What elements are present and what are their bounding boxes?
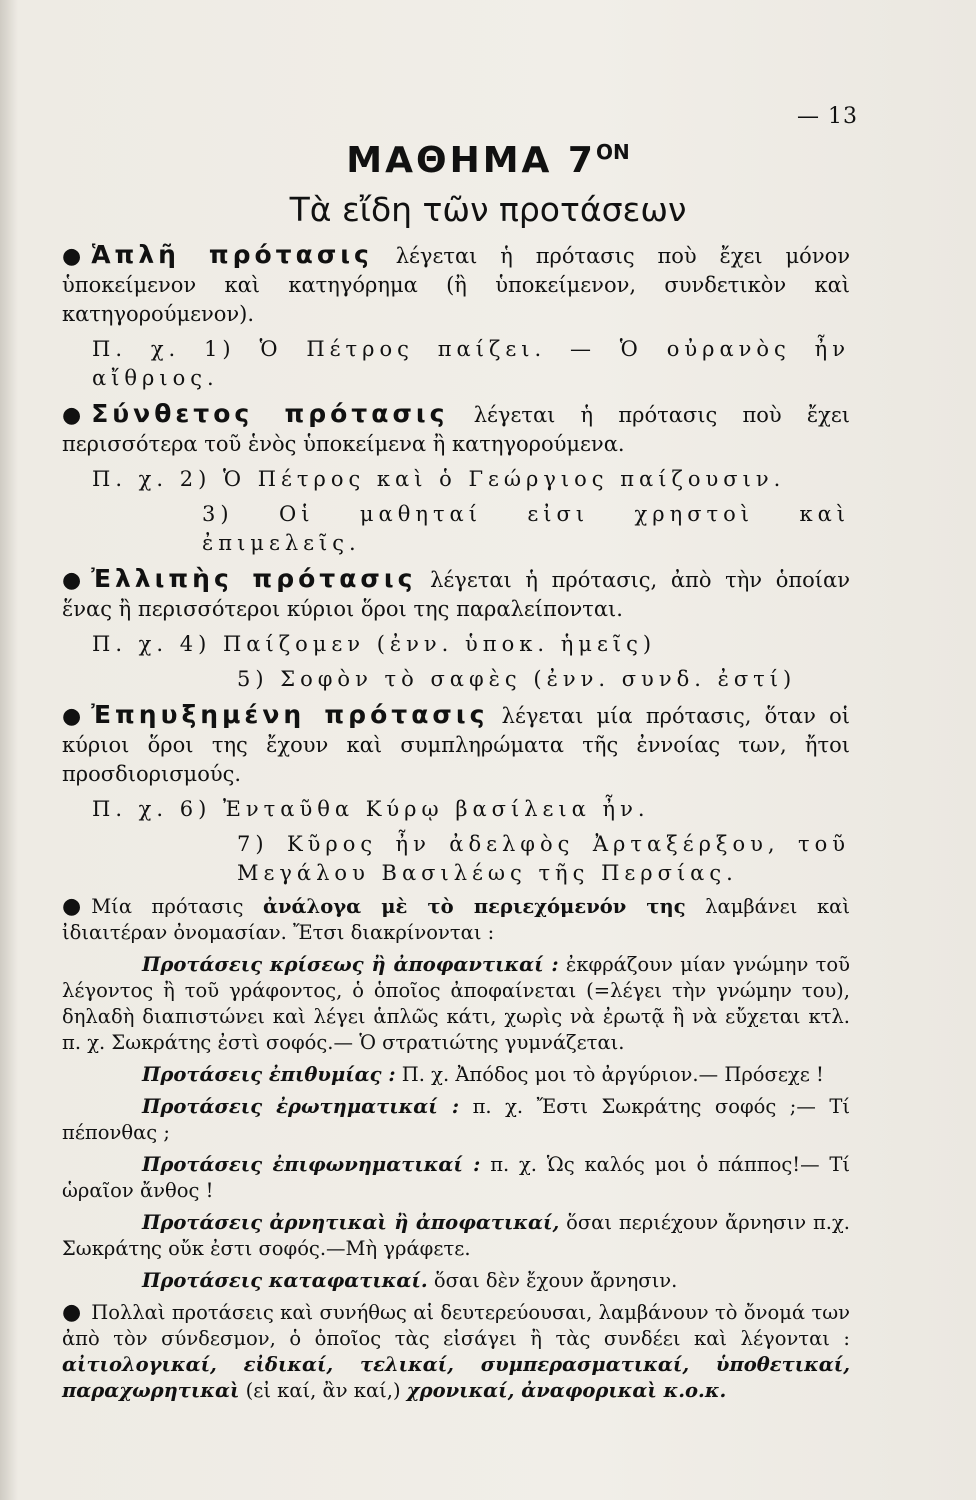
content-intro-bold: ἀνάλογα μὲ τὸ περιεχόμενόν της [263,895,686,918]
judgment-text: ἐκφράζουν μίαν γνώμην τοῦ λέγοντος ἢ τοῦ γράφοντος, ὁ ὁποῖος ἀποφαίνεται (=λέγει τὴν γνώμην του), δηλαδὴ διαπιστώνει καὶ λέγει ἁπλῶς κάτι, χωρὶς νὰ ἐρωτᾷ ἢ νὰ εὔχεται κτλ. π. χ. Σωκράτης ἐστὶ σοφός.— Ὁ στρατιώτης γυμνάζεται. [62,953,850,1054]
question-paragraph [62,1094,850,1146]
desire-paragraph [62,1062,850,1088]
extended-sentence-term: Ἐπηυξημένη πρότασις [91,700,489,729]
extended-sentence-paragraph [62,700,850,789]
elliptic-sentence-paragraph [62,564,850,624]
simple-sentence-paragraph [62,240,850,329]
secondary-bold-1: αἰτιολογικαί, εἰδικαί, τελικαί, συμπερασματικαί, ὑποθετικαί, παραχωρητικαὶ [62,1353,850,1402]
example-6: Π. χ. 6) Ἐνταῦθα Κύρῳ βασίλεια ἦν. [92,797,650,821]
lesson-title-main: ΜΑΘΗΜΑ 7 [346,140,596,181]
elliptic-sentence-term: Ἐλλιπὴς πρότασις [91,564,417,593]
content-intro-paragraph [62,894,850,946]
secondary-mid: (εἰ καί, ἂν καί,) [245,1379,401,1402]
compound-sentence-paragraph [62,399,850,459]
secondary-clauses-paragraph [62,1300,850,1404]
question-heading: Προτάσεις ἐρωτηματικαί : [142,1095,460,1118]
desire-text: Π. χ. Ἀπόδος μοι τὸ ἀργύριον.— Πρόσεχε ! [401,1063,824,1086]
bullet-icon: ● [62,403,82,428]
exclamation-text: π. χ. Ὡς καλός μοι ὁ πάππος!— Τί ὡραῖον ἄνθος ! [62,1153,851,1202]
example-5: 5) Σοφὸν τὸ σαφὲς (ἐνν. συνδ. ἐστί) [237,667,797,691]
example-1: Π. χ. 1) Ὁ Πέτρος παίζει. — Ὁ οὐρανὸς ἦν αἴθριος. [92,337,850,390]
bullet-icon: ● [62,894,82,919]
lesson-title [0,140,976,181]
page-number: — 13 [797,104,858,129]
simple-sentence-term: Ἁπλῆ πρότασις [91,240,373,269]
extended-sentence-definition: λέγεται μία πρότασις, ὅταν οἱ κύριοι ὅροι της ἔχουν καὶ συμπληρώματα τῆς ἐννοίας των, ἤτοι προσδιορισμούς. [62,704,850,786]
content-intro-pre: Μία πρότασις [91,895,244,918]
example-3: 3) Οἱ μαθηταί εἰσι χρηστοὶ καὶ ἐπιμελεῖς. [202,502,850,555]
secondary-text: Πολλαὶ προτάσεις καὶ συνήθως αἱ δευτερεύουσαι, λαμβάνουν τὸ ὄνομά των ἀπὸ τὸν σύνδεσμον, ὁ ὁποῖος τὰς εἰσάγει ἢ τὰς συνδέει καὶ λέγονται : [62,1301,850,1350]
desire-heading: Προτάσεις ἐπιθυμίας : [142,1063,396,1086]
page-body [62,240,850,1410]
bullet-icon: ● [62,568,82,593]
lesson-title-sup: ΟΝ [595,140,630,164]
lesson-subtitle: Τὰ εἴδη τῶν προτάσεων [289,190,687,229]
question-text: π. χ. Ἔστι Σωκράτης σοφός ;— Τί πέπονθας ; [62,1095,851,1144]
compound-sentence-definition: λέγεται ἡ πρότασις ποὺ ἔχει περισσότερα τοῦ ἑνὸς ὑποκείμενα ἢ κατηγορούμενα. [62,403,850,456]
exclamation-heading: Προτάσεις ἐπιφωνηματικαί : [142,1153,481,1176]
affirmative-paragraph [62,1268,850,1294]
secondary-bold-2: χρονικαί, ἀναφορικαὶ κ.ο.κ. [406,1379,727,1402]
affirmative-text: ὅσαι δὲν ἔχουν ἄρνησιν. [433,1269,678,1292]
simple-sentence-definition: λέγεται ἡ πρότασις ποὺ ἔχει μόνον ὑποκείμενον καὶ κατηγόρημα (ἢ ὑποκείμενον, συνδετικὸν καὶ κατηγορούμενον). [62,244,850,326]
negative-heading: Προτάσεις ἀρνητικαὶ ἢ ἀποφατικαί, [142,1211,560,1234]
content-types-section [62,894,850,1404]
judgment-paragraph [62,952,850,1056]
content-intro-post: λαμβάνει καὶ ἰδιαιτέραν ὀνομασίαν. Ἔτσι διακρίνονται : [62,895,850,944]
example-4: Π. χ. 4) Παίζομεν (ἐνν. ὑποκ. ἡμεῖς) [92,632,657,656]
elliptic-sentence-definition: λέγεται ἡ πρότασις, ἀπὸ τὴν ὁποίαν ἕνας ἢ περισσότεροι κύριοι ὅροι της παραλείπονται. [62,568,850,621]
bullet-icon: ● [62,1300,82,1325]
negative-text: ὅσαι περιέχουν ἄρνησιν π.χ. Σωκράτης οὔκ ἐστι σοφός.—Μὴ γράφετε. [62,1211,850,1260]
affirmative-heading: Προτάσεις καταφατικαί. [142,1269,428,1292]
bullet-icon: ● [62,244,82,269]
exclamation-paragraph [62,1152,850,1204]
example-2: Π. χ. 2) Ὁ Πέτρος καὶ ὁ Γεώργιος παίζουσιν. [92,467,786,491]
bullet-icon: ● [62,704,82,729]
judgment-heading: Προτάσεις κρίσεως ἢ ἀποφαντικαί : [142,953,559,976]
compound-sentence-term: Σύνθετος πρότασις [91,399,449,428]
negative-paragraph [62,1210,850,1262]
example-7: 7) Κῦρος ἦν ἀδελφὸς Ἀρταξέρξου, τοῦ Μεγάλου Βασιλέως τῆς Περσίας. [237,832,850,885]
